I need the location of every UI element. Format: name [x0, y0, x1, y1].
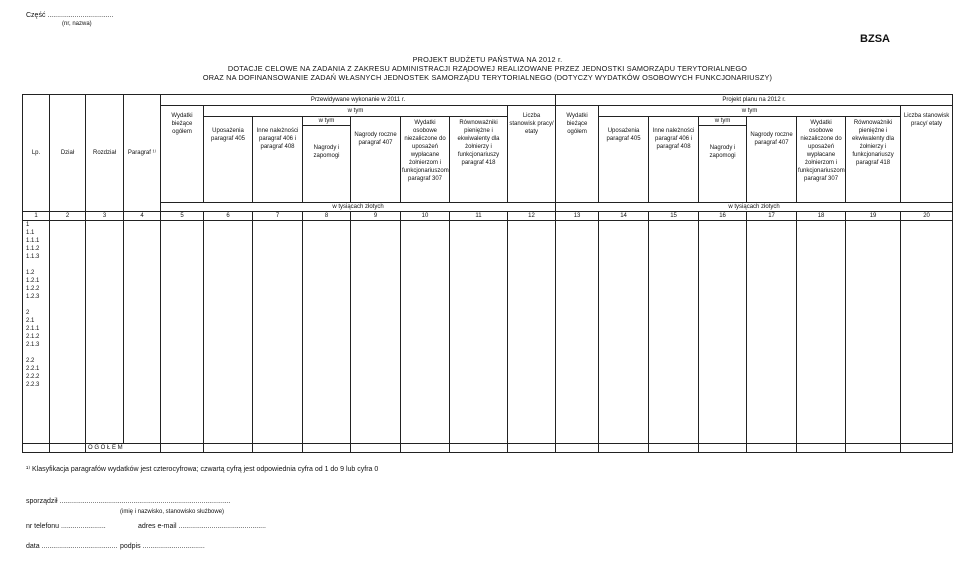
wydatki-osobowe-2011: Wydatki osobowe niezaliczone do uposażeń wypłacane żołnierzom i funkcjonariuszom paragraf 307 — [401, 117, 450, 203]
title-line-1: PROJEKT BUDŻETU PAŃSTWA NA 2012 r. — [412, 55, 563, 64]
w-tym-2011: w tym — [204, 106, 508, 117]
col-number: 9 — [351, 212, 401, 221]
nagrody-zapomogi-2012 — [699, 117, 747, 203]
group-2011-header: Przewidywane wykonanie w 2011 r. — [161, 95, 556, 106]
col-rozdzial-header: Rozdział — [86, 95, 124, 212]
lp-item: 2.1.1 — [26, 326, 40, 332]
part-label: Część .................................. — [26, 12, 114, 19]
lp-item: 2.2 — [26, 358, 35, 364]
col-number: 10 — [401, 212, 450, 221]
nagrody-roczne-2012: Nagrody roczne paragraf 407 — [747, 117, 797, 203]
col-number: 12 — [508, 212, 556, 221]
lp-item: 1.1.3 — [26, 254, 40, 260]
nagrody-zapomogi-2011 — [303, 117, 351, 203]
col-number: 15 — [649, 212, 699, 221]
prepared-by: sporządził ........................................................................................ — [26, 498, 231, 505]
lp-item: 2 — [26, 310, 30, 316]
col-number: 14 — [599, 212, 649, 221]
wydatki-biezace-2011: Wydatki bieżące ogółem — [161, 106, 204, 203]
col-number: 13 — [556, 212, 599, 221]
col-number: 2 — [50, 212, 86, 221]
lp-list — [26, 221, 39, 389]
w-tym-2012: w tym — [599, 106, 901, 117]
lp-item: 1.2.2 — [26, 286, 40, 292]
nagrody-roczne-2011: Nagrody roczne paragraf 407 — [351, 117, 401, 203]
lp-item: 1.1 — [26, 230, 35, 236]
col-paragraf-header: Paragraf ¹⁾ — [124, 95, 161, 212]
form-code: BZSA — [860, 33, 890, 45]
col-number: 1 — [23, 212, 50, 221]
lp-item: 2.1.3 — [26, 342, 40, 348]
lp-item: 1 — [26, 222, 30, 228]
inne-naleznosci-2012: Inne należności paragraf 406 i paragraf 408 — [649, 117, 699, 203]
lp-item: 1.2.3 — [26, 294, 40, 300]
lp-item: 1.1.2 — [26, 246, 40, 252]
email-field: adres e-mail ............................................. — [138, 523, 266, 530]
nagrody-zapomogi-label-2012: Nagrody i zapomogi — [709, 145, 736, 159]
budget-table — [22, 94, 953, 453]
units-2011: w tysiącach złotych — [161, 203, 556, 212]
rownowazniki-2012: Równoważniki pieniężne i ekwiwalenty dla żołnierzy i funkcjonariuszy paragraf 418 — [846, 117, 901, 203]
liczba-stanowisk-2011: Liczba stanowisk pracy/ etaty — [508, 106, 556, 203]
prepared-by-sub: (imię i nazwisko, stanowisko służbowe) — [120, 509, 225, 515]
lp-item: 2.1 — [26, 318, 35, 324]
footnote: ¹⁾ Klasyfikacja paragrafów wydatków jest czterocyfrowa; czwartą cyfrą jest odpowiednia cyfra od 1 do 9 lub cyfra 0 — [26, 466, 379, 473]
uposazenia-2012: Uposażenia paragraf 405 — [599, 117, 649, 203]
col-number: 18 — [797, 212, 846, 221]
lp-item: 2.2.2 — [26, 374, 40, 380]
liczba-stanowisk-2012: Liczba stanowisk pracy/ etaty — [901, 106, 953, 203]
col-number: 6 — [204, 212, 253, 221]
col-number: 8 — [303, 212, 351, 221]
lp-item: 2.1.2 — [26, 334, 40, 340]
col-number: 17 — [747, 212, 797, 221]
phone-field: nr telefonu ....................... — [26, 523, 106, 530]
col-number: 3 — [86, 212, 124, 221]
wydatki-biezace-2012: Wydatki bieżące ogółem — [556, 106, 599, 203]
w-tym-sub-2012: w tym — [699, 117, 746, 126]
col-number: 20 — [901, 212, 953, 221]
wydatki-osobowe-2012: Wydatki osobowe niezaliczone do uposażeń wypłacane żołnierzom i funkcjonariuszom paragraf 307 — [797, 117, 846, 203]
uposazenia-2011: Uposażenia paragraf 405 — [204, 117, 253, 203]
lp-item: 1.2 — [26, 270, 35, 276]
part-sublabel: (nr, nazwa) — [62, 21, 92, 27]
title-line-3: ORAZ NA DOFINANSOWANIE ZADAŃ WŁASNYCH JEDNOSTEK SAMORZĄDU TERYTORIALNEGO (DOTYCZY WYDATKÓW OSOBOWYCH FUNKCJONARIUSZY) — [202, 73, 773, 82]
col-number: 5 — [161, 212, 204, 221]
w-tym-sub-2011: w tym — [303, 117, 350, 126]
col-number: 4 — [124, 212, 161, 221]
title-line-2: DOTACJE CELOWE NA ZADANIA Z ZAKRESU ADMINISTRACJI RZĄDOWEJ REALIZOWANE PRZEZ JEDNOSTKI SAMORZĄDU TERYTORIALNEGO — [227, 64, 748, 73]
group-2012-header: Projekt planu na 2012 r. — [556, 95, 953, 106]
col-lp-header: Lp. — [23, 95, 50, 212]
lp-item: 2.2.1 — [26, 366, 40, 372]
inne-naleznosci-2011: Inne należności paragraf 406 i paragraf 408 — [253, 117, 303, 203]
rownowazniki-2011: Równoważniki pieniężne i ekwiwalenty dla żołnierzy i funkcjonariuszy paragraf 418 — [450, 117, 508, 203]
total-row — [23, 444, 953, 453]
signature-field: podpis ................................ — [120, 543, 205, 550]
date-field: data ....................................... — [26, 543, 118, 550]
lp-item — [26, 349, 39, 357]
lp-item — [26, 301, 39, 309]
lp-item: 1.1.1 — [26, 238, 40, 244]
col-number: 19 — [846, 212, 901, 221]
lp-item: 2.2.3 — [26, 382, 40, 388]
nagrody-zapomogi-label-2011: Nagrody i zapomogi — [313, 145, 340, 159]
col-number: 16 — [699, 212, 747, 221]
col-dzial-header: Dział — [50, 95, 86, 212]
col-number: 7 — [253, 212, 303, 221]
units-2012: w tysiącach złotych — [556, 203, 953, 212]
lp-item — [26, 261, 39, 269]
table-body-row — [23, 221, 953, 444]
total-label: O G Ó Ł E M — [86, 444, 161, 453]
lp-item: 1.2.1 — [26, 278, 40, 284]
col-number: 11 — [450, 212, 508, 221]
